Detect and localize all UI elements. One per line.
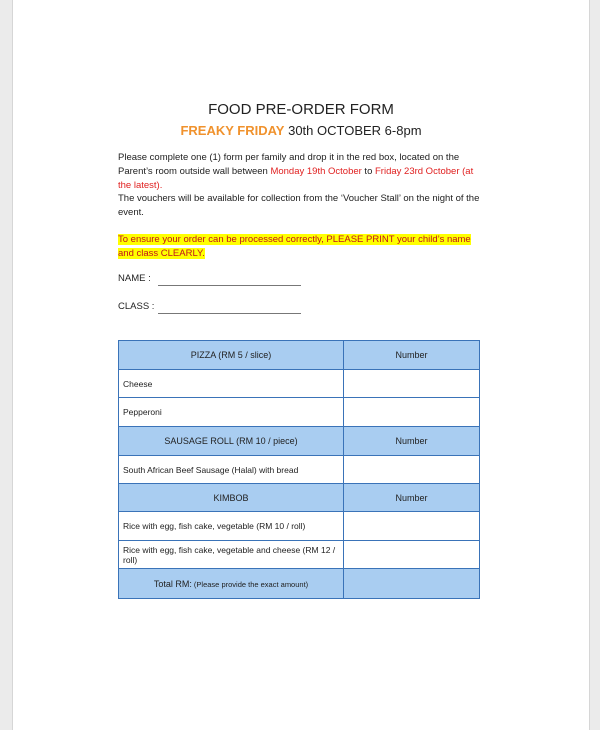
start-date: Monday 19th October: [270, 166, 362, 177]
order-table: [118, 340, 480, 599]
quantity-cell[interactable]: [344, 398, 480, 427]
event-name: FREAKY FRIDAY: [180, 123, 285, 138]
pizza-header: PIZZA (RM 5 / slice): [119, 341, 344, 370]
table-row: [119, 398, 480, 427]
quantity-cell[interactable]: [344, 541, 480, 569]
item-name: Rice with egg, fish cake, vegetable and cheese (RM 12 / roll): [119, 541, 344, 569]
name-label: NAME :: [118, 273, 151, 284]
event-date-time: 30th OCTOBER 6-8pm: [284, 123, 422, 138]
total-label: Total RM: (Please provide the exact amount): [119, 569, 344, 599]
section-header-row: [119, 427, 480, 456]
table-row: [119, 456, 480, 484]
item-name: Cheese: [119, 370, 344, 398]
total-row: [119, 569, 480, 599]
name-field[interactable]: [158, 285, 301, 286]
voucher-instructions: The vouchers will be available for collection from the ‘Voucher Stall’ on the night of the event.: [118, 193, 480, 218]
print-notice: To ensure your order can be processed correctly, PLEASE PRINT your child’s name and class CLEARLY.: [118, 234, 471, 259]
section-header-row: [119, 484, 480, 512]
number-header: Number: [344, 341, 480, 370]
table-row: [119, 370, 480, 398]
form-title: FOOD PRE-ORDER FORM: [208, 101, 394, 118]
item-name: Pepperoni: [119, 398, 344, 427]
quantity-cell[interactable]: [344, 512, 480, 541]
number-header: Number: [344, 484, 480, 512]
total-note: (Please provide the exact amount): [191, 579, 309, 589]
drop-off-instructions: Please complete one (1) form per family and drop it in the red box, located on the Parent’s room outside wall between Monday 19th October to Friday 23rd October (at the latest).: [118, 152, 474, 191]
section-header-row: [119, 341, 480, 370]
number-header: Number: [344, 427, 480, 456]
table-row: [119, 541, 480, 569]
document-page: [12, 0, 590, 730]
kimbob-header: KIMBOB: [119, 484, 344, 512]
quantity-cell[interactable]: [344, 456, 480, 484]
item-name: South African Beef Sausage (Halal) with bread: [119, 456, 344, 484]
class-field[interactable]: [158, 313, 301, 314]
total-amount-cell[interactable]: [344, 569, 480, 599]
item-name: Rice with egg, fish cake, vegetable (RM 10 / roll): [119, 512, 344, 541]
sausage-roll-header: SAUSAGE ROLL (RM 10 / piece): [119, 427, 344, 456]
table-row: [119, 512, 480, 541]
class-label: CLASS :: [118, 301, 155, 312]
event-subtitle: [13, 123, 589, 138]
end-date: Friday 23rd October (at the latest).: [118, 166, 474, 191]
quantity-cell[interactable]: [344, 370, 480, 398]
